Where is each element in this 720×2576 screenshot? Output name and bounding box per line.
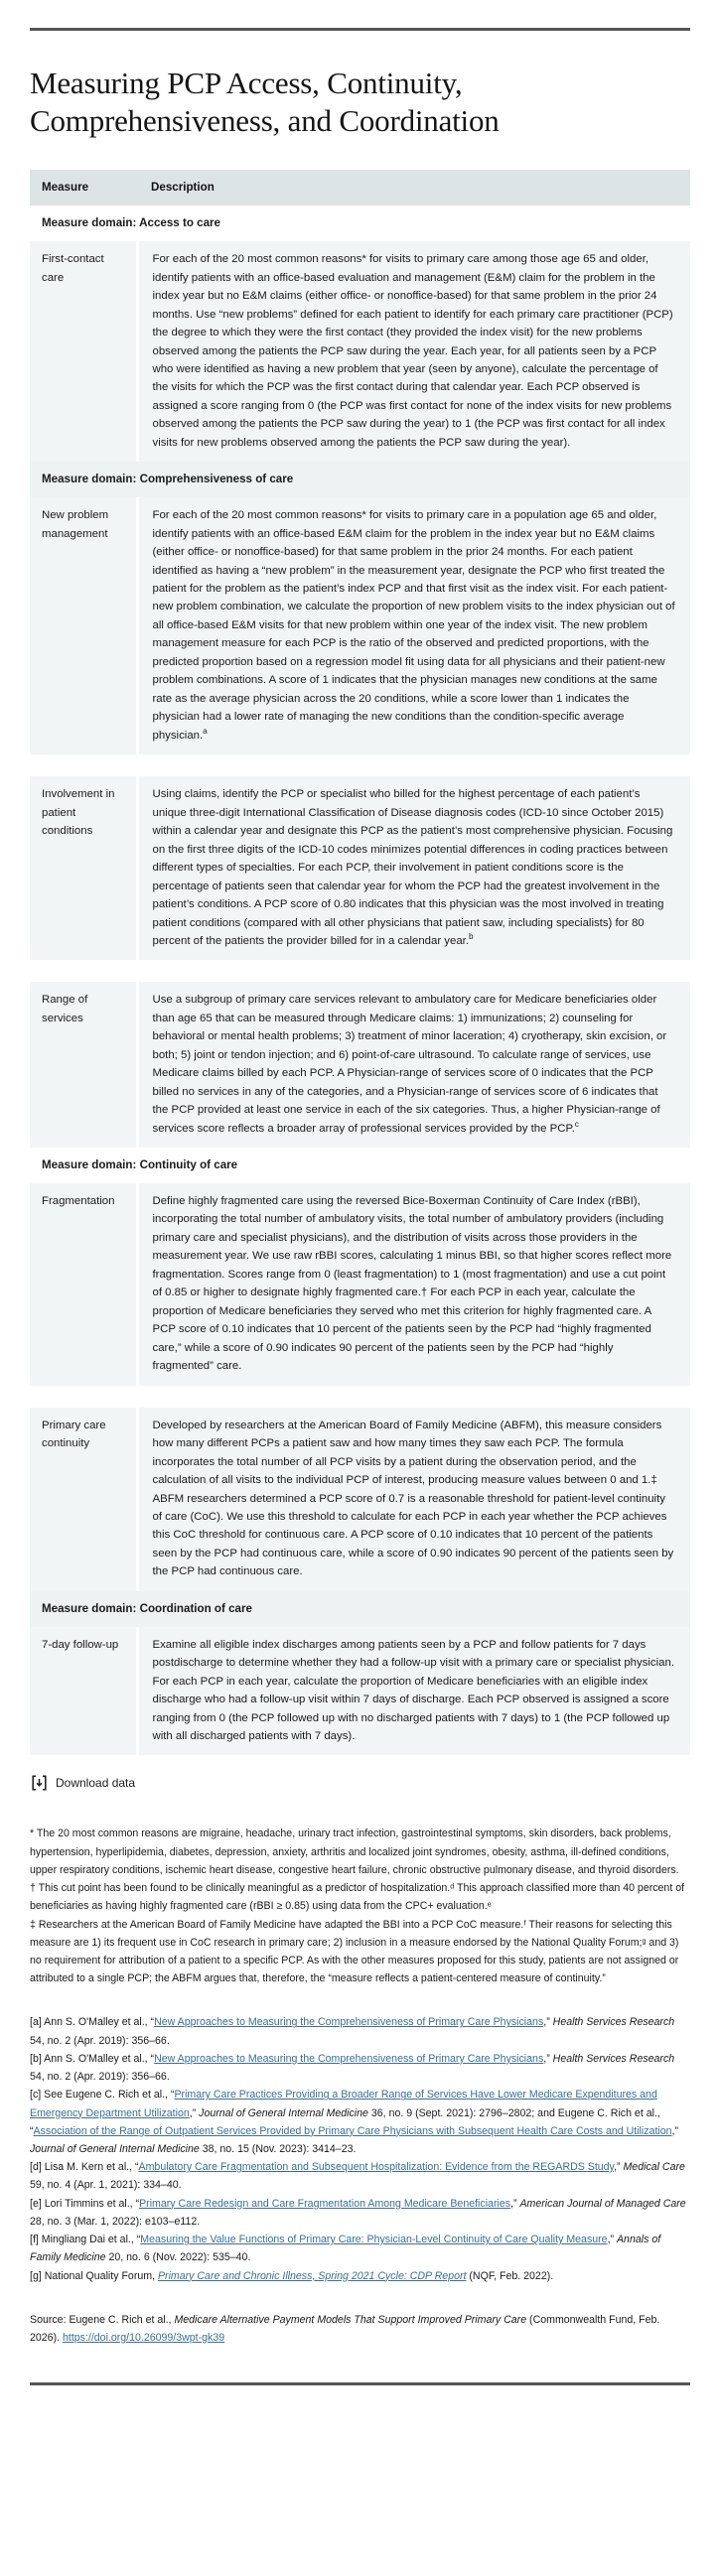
reference-link[interactable]: New Approaches to Measuring the Comprehensiveness of Primary Care Physicians bbox=[154, 2016, 544, 2029]
table-row bbox=[30, 241, 690, 462]
page-title: Measuring PCP Access, Continuity, Comprehensiveness, and Coordination bbox=[30, 66, 500, 138]
measure-name: First-contact care bbox=[30, 241, 137, 462]
reference-e bbox=[30, 2195, 690, 2231]
row-spacer bbox=[30, 754, 690, 776]
download-data-label: Download data bbox=[56, 1776, 136, 1791]
reference-pre: National Quality Forum, bbox=[44, 2269, 158, 2282]
row-spacer bbox=[30, 1386, 690, 1408]
reference-b bbox=[30, 2050, 690, 2086]
download-data-button[interactable] bbox=[32, 1775, 135, 1791]
reference-post: (NQF, Feb. 2022). bbox=[466, 2269, 554, 2282]
table-row bbox=[30, 1627, 690, 1756]
reference-post: 54, no. 2 (Apr. 2019): 356–66. bbox=[30, 2071, 170, 2084]
reference-c bbox=[30, 2086, 690, 2158]
reference-link[interactable] bbox=[158, 2270, 466, 2282]
column-header-measure: Measure bbox=[30, 170, 137, 206]
domain-label: Measure domain: Coordination of care bbox=[30, 1591, 690, 1627]
measure-description bbox=[137, 241, 690, 462]
measure-name: Primary care continuity bbox=[30, 1408, 137, 1591]
measures-table-body bbox=[30, 205, 690, 1755]
reference-marker: [g] bbox=[30, 2269, 45, 2282]
measure-description bbox=[137, 982, 690, 1148]
top-rule bbox=[30, 28, 690, 31]
reference-pre: Ann S. O'Malley et al., “ bbox=[44, 2052, 155, 2065]
reference-mid: ,” bbox=[510, 2197, 520, 2210]
reference-journal: Annals of Family Medicine bbox=[30, 2234, 661, 2264]
domain-header-row bbox=[30, 462, 690, 497]
measure-description bbox=[137, 1627, 690, 1756]
reference-pre: Lisa M. Kern et al., “ bbox=[44, 2161, 139, 2174]
table-header-row bbox=[30, 170, 690, 206]
table-row bbox=[30, 1183, 690, 1386]
measure-description-text: Examine all eligible index discharges among patients seen by a PCP and follow patients for 7 days postdischarge to determine whether they had a follow-up visit with a primary care or specialist physician. For each PCP in each year, calculate the proportion of Medicare beneficiaries with an eligible index discharge who had a follow-up visit within 7 days of discharge. Each PCP observed is assigned a score ranging from 0 (the PCP followed up with no discharged patients with 7 days) to 1 (the PCP followed up with all discharged patients with 7 days). bbox=[152, 1638, 674, 1742]
source-doi-link[interactable]: https://doi.org/10.26099/3wpt-gk39 bbox=[62, 2331, 225, 2344]
footnote-dagger: † This cut point has been found to be clinically meaningful as a predictor of hospitalization.ᵈ This approach classified more than 40 percent of beneficiaries as having highly fragmented care (rBBI ≥ 0.85) using data from the CPC+ evaluation.ᵉ bbox=[30, 1882, 685, 1913]
measure-description-text: For each of the 20 most common reasons* for visits to primary care among those age 65 and older, identify patients with an office-based evaluation and management (E&M) claim for the problem in the index year but no E&M claims (either office- or nonoffice-based) for that same problem in the prior 24 months. Use “new problems” defined for each patient to identify for each primary care practitioner (PCP) the degree to which they were the first contact (they provided the index visit) for the new problems observed among the patients the PCP saw during the year. Each year, for all patients seen by a PCP who were identified as having a new problem that year (seen by anyone), calculate the percentage of the visits for which the PCP was the first contact during that calendar year. Each PCP observed is assigned a score ranging from 0 (the PCP was first contact for none of the index visits for new problems observed among the patients the PCP saw during the year) to 1 (the PCP was first contact for all index visits for new problems observed among the patients the PCP saw during the year). bbox=[152, 253, 673, 449]
bottom-rule bbox=[30, 2382, 690, 2385]
measure-description-text: Use a subgroup of primary care services relevant to ambulatory care for Medicare beneficiaries older than age 65 that can be measured through Medicare claims: 1) immunizations; 2) counseling for behavioral or mental health problems; 3) treatment of minor laceration; 4) cryotherapy, skin excision, or both; 5) joint or tendon injection; and 6) point-of-care ultrasound. To calculate range of services, use Medicare claims billed by each PCP. A Physician-range of services score of 0 indicates that the PCP billed no services in any of the categories, and a Physician-range of services score of 6 indicates that the PCP provided at least one service in each of the six categories. Thus, a higher Physician-range of services score reflects a broader array of professional services provided by the PCP. bbox=[152, 994, 667, 1135]
footnotes-block bbox=[30, 1825, 690, 1987]
reference-a bbox=[30, 2013, 690, 2049]
domain-header-row bbox=[30, 1591, 690, 1627]
source-line bbox=[30, 2311, 690, 2347]
reference-pre: Lori Timmins et al., “ bbox=[44, 2197, 140, 2210]
reference-mid: ,” bbox=[543, 2016, 553, 2029]
source-middle: (Commonwealth Fund, Feb. 2026). bbox=[30, 2313, 660, 2344]
reference-marker: [e] bbox=[30, 2197, 45, 2210]
reference-journal: Health Services Research bbox=[552, 2016, 675, 2029]
reference-pre: See Eugene C. Rich et al., “ bbox=[44, 2089, 175, 2101]
footnote-marker: c bbox=[574, 1119, 579, 1129]
reference-journal: American Journal of Managed Care bbox=[519, 2197, 686, 2210]
reference-marker: [b] bbox=[30, 2052, 45, 2065]
reference-link[interactable]: Ambulatory Care Fragmentation and Subsequent Hospitalization: Evidence from the REGARDS Study bbox=[138, 2161, 615, 2174]
download-icon bbox=[32, 1775, 47, 1791]
reference-mid: ,” bbox=[543, 2052, 553, 2065]
reference-marker: [f] bbox=[30, 2234, 42, 2246]
table-row bbox=[30, 982, 690, 1148]
reference-post: 54, no. 2 (Apr. 2019): 356–66. bbox=[30, 2034, 170, 2047]
document-page bbox=[0, 28, 720, 2385]
measure-name: Range of services bbox=[30, 982, 137, 1148]
reference-pre: Ann S. O'Malley et al., “ bbox=[44, 2016, 155, 2029]
measure-description-text: Define highly fragmented care using the reversed Bice-Boxerman Continuity of Care Index (rBBI), incorporating the total number of ambulatory visits, the total number of ambulatory providers (including primary care and specialist physicians), and the distribution of visits across those providers in the measurement year. We use raw rBBI scores, calculating 1 minus BBI, so that higher scores reflect more fragmentation. Scores range from 0 (least fragmentation) to 1 (most fragmentation) and use a cut point of 0.85 or higher to designate highly fragmented care.† For each PCP in each year, calculate the proportion of Medicare beneficiaries they served who met this criterion for highly fragmented care. A PCP score of 0.10 indicates that 10 percent of the patients seen by the PCP had “highly fragmented care,” while a score of 0.90 indicates 90 percent of the patients seen by the PCP had “highly fragmented” care. bbox=[152, 1194, 672, 1373]
domain-header-row bbox=[30, 1148, 690, 1183]
source-prefix: Source: Eugene C. Rich et al., bbox=[30, 2313, 175, 2326]
reference-post: 20, no. 6 (Nov. 2022): 535–40. bbox=[105, 2251, 251, 2264]
footnote-double-dagger: ‡ Researchers at the American Board of Family Medicine have adapted the BBI into a PCP CoC measure.ᶠ Their reasons for selecting this measure are 1) its frequent use in CoC research in primary care; 2) inclusion in a measure endorsed by the National Quality Forum;ᵍ and 3) no requirement for attribution of a patient to a specific PCP. As with the other measures proposed for this study, patients are not assigned or attributed to a single PCP; the ABFM argues that, therefore, the “measure reflects a patient-centered measure of continuity.” bbox=[30, 1918, 679, 1985]
domain-label: Measure domain: Access to care bbox=[30, 205, 690, 241]
measure-description-text: Using claims, identify the PCP or specialist who billed for the highest percentage of each patient’s unique three-digit International Classification of Disease diagnosis codes (ICD-10 since October 2015) within a calendar year and designate this PCP as the patient’s most comprehensive physician. Focusing on the first three digits of the ICD-10 codes minimizes potential differences in coding practices between different types of specialties. For each PCP, their involvement in patient conditions score is the percentage of patients seen that calendar year for whom the PCP had the greatest involvement in the patient’s conditions. A PCP score of 0.80 indicates that this physician was the most involved in treating patient conditions (compared with all other physicians that patient saw, including specialists) for 80 percent of the patients the provider billed for in a calendar year. bbox=[152, 788, 673, 947]
measure-description-text: For each of the 20 most common reasons* for visits to primary care in a population age 65 and older, identify patients with an office-based E&M claim for the problem in the index year but no E&M claims (either office- or nonoffice-based) for that same problem in the prior 24 months. For each patient identified as having a “new problem” in the measurement year, designate the PCP who first treated the patient for the problem as the patient’s index PCP and that first visit as the index visit. For each patient-new problem combination, we calculate the proportion of new problem visits to the index physician out of all office-based E&M visits for that new problem within one year of the index visit. The new problem management measure for each PCP is the ratio of the observed and predicted proportions, with the predicted proportion based on a regression model fit using data for all physicians and their patient-new problem combinations. A score of 1 indicates that the physician manages new conditions at the same rate as the average physician across the 20 conditions, while a score lower than 1 indicates the physician had a lower rate of managing the new conditions than the condition-specific average physician. bbox=[152, 509, 675, 742]
reference-journal: Journal of General Internal Medicine bbox=[199, 2106, 368, 2119]
reference-mid: ,” bbox=[607, 2234, 617, 2246]
reference-link[interactable]: Measuring the Value Functions of Primary Care: Physician-Level Continuity of Care Quality Measure bbox=[140, 2234, 608, 2246]
footnote-marker: b bbox=[469, 932, 474, 942]
reference-link-title: Primary Care and Chronic Illness, Spring 2021 Cycle: CDP Report bbox=[157, 2269, 467, 2282]
domain-label: Measure domain: Continuity of care bbox=[30, 1148, 690, 1183]
reference-mid: ,” bbox=[189, 2106, 200, 2119]
reference-marker: [c] bbox=[30, 2089, 45, 2101]
measure-description-text: Developed by researchers at the American Board of Family Medicine (ABFM), this measure considers how many different PCPs a patient saw and how many times they saw each PCP. The formula incorporates the total number of all PCP visits by a patient during the observation period, and the calculation of all visits to the individual PCP of interest, producing measure values between 0 and 1.‡ ABFM researchers determined a PCP score of 0.7 is a reasonable threshold for patient-level continuity of care (CoC). We use this threshold to calculate for each PCP in each year whether the PCP achieves this CoC threshold for continuous care. A PCP score of 0.10 indicates that 10 percent of the patients seen by the PCP had continuous care, while a score of 0.90 indicates 90 percent of the patients seen by the PCP had continuous care. bbox=[152, 1419, 674, 1578]
row-spacer bbox=[30, 960, 690, 982]
domain-header-row bbox=[30, 205, 690, 241]
reference-d bbox=[30, 2158, 690, 2194]
reference-post: 59, no. 4 (Apr. 1, 2021): 334–40. bbox=[30, 2179, 182, 2192]
reference-link[interactable]: Primary Care Practices Providing a Broader Range of Services Have Lower Medicare Expenditures and Emergency Department Utilization bbox=[30, 2089, 657, 2119]
reference-link-secondary[interactable]: Association of the Range of Outpatient Services Provided by Primary Care Physicians with Subsequent Health Care Costs and Utilization bbox=[33, 2124, 672, 2137]
reference-link[interactable]: Primary Care Redesign and Care Fragmentation Among Medicare Beneficiaries bbox=[139, 2197, 511, 2210]
source-block bbox=[30, 2311, 690, 2347]
reference-post: 36, no. 9 (Sept. 2021): 2796–2802; and Eugene C. Rich et al., “ bbox=[30, 2106, 660, 2137]
measure-description bbox=[137, 1408, 690, 1591]
reference-mid-secondary: ,” bbox=[671, 2124, 679, 2137]
column-header-description: Description bbox=[137, 170, 690, 206]
reference-journal: Health Services Research bbox=[552, 2052, 675, 2065]
reference-f bbox=[30, 2231, 690, 2266]
reference-mid: ,” bbox=[614, 2161, 624, 2174]
references-block bbox=[30, 2013, 690, 2284]
source-title: Medicare Alternative Payment Models That Support Improved Primary Care bbox=[174, 2313, 527, 2326]
table-row bbox=[30, 776, 690, 960]
measure-name: 7-day follow-up bbox=[30, 1627, 137, 1756]
reference-g bbox=[30, 2267, 690, 2285]
reference-post-secondary: 38, no. 15 (Nov. 2023): 3414–23. bbox=[199, 2142, 357, 2155]
measure-description bbox=[137, 497, 690, 754]
measure-description bbox=[137, 1183, 690, 1386]
reference-pre: Mingliang Dai et al., “ bbox=[41, 2234, 141, 2246]
reference-marker: [a] bbox=[30, 2016, 45, 2029]
measure-description bbox=[137, 776, 690, 960]
table-row bbox=[30, 1408, 690, 1591]
measures-table bbox=[30, 170, 690, 1756]
measure-name: Fragmentation bbox=[30, 1183, 137, 1386]
reference-journal: Medical Care bbox=[623, 2161, 685, 2174]
measure-name: New problem management bbox=[30, 497, 137, 754]
footnote-asterisk: * The 20 most common reasons are migraine, headache, urinary tract infection, gastrointestinal symptoms, skin disorders, back problems, hypertension, hyperlipidemia, diabetes, depression, anxiety, arthritis and localized joint syndromes, obesity, asthma, ill-defined conditions, upper respiratory conditions, ischemic heart disease, congestive heart failure, chronic obstructive pulmonary disease, and thyroid disorders. bbox=[30, 1828, 679, 1876]
measure-name: Involvement in patient conditions bbox=[30, 776, 137, 960]
domain-label: Measure domain: Comprehensiveness of care bbox=[30, 462, 690, 497]
reference-link[interactable]: New Approaches to Measuring the Comprehensiveness of Primary Care Physicians bbox=[154, 2052, 544, 2065]
footnote-marker: a bbox=[203, 726, 208, 736]
table-row bbox=[30, 497, 690, 754]
reference-journal-secondary: Journal of General Internal Medicine bbox=[30, 2142, 200, 2155]
reference-post: 28, no. 3 (Mar. 1, 2022): e103–e112. bbox=[30, 2215, 201, 2228]
reference-marker: [d] bbox=[30, 2161, 45, 2174]
